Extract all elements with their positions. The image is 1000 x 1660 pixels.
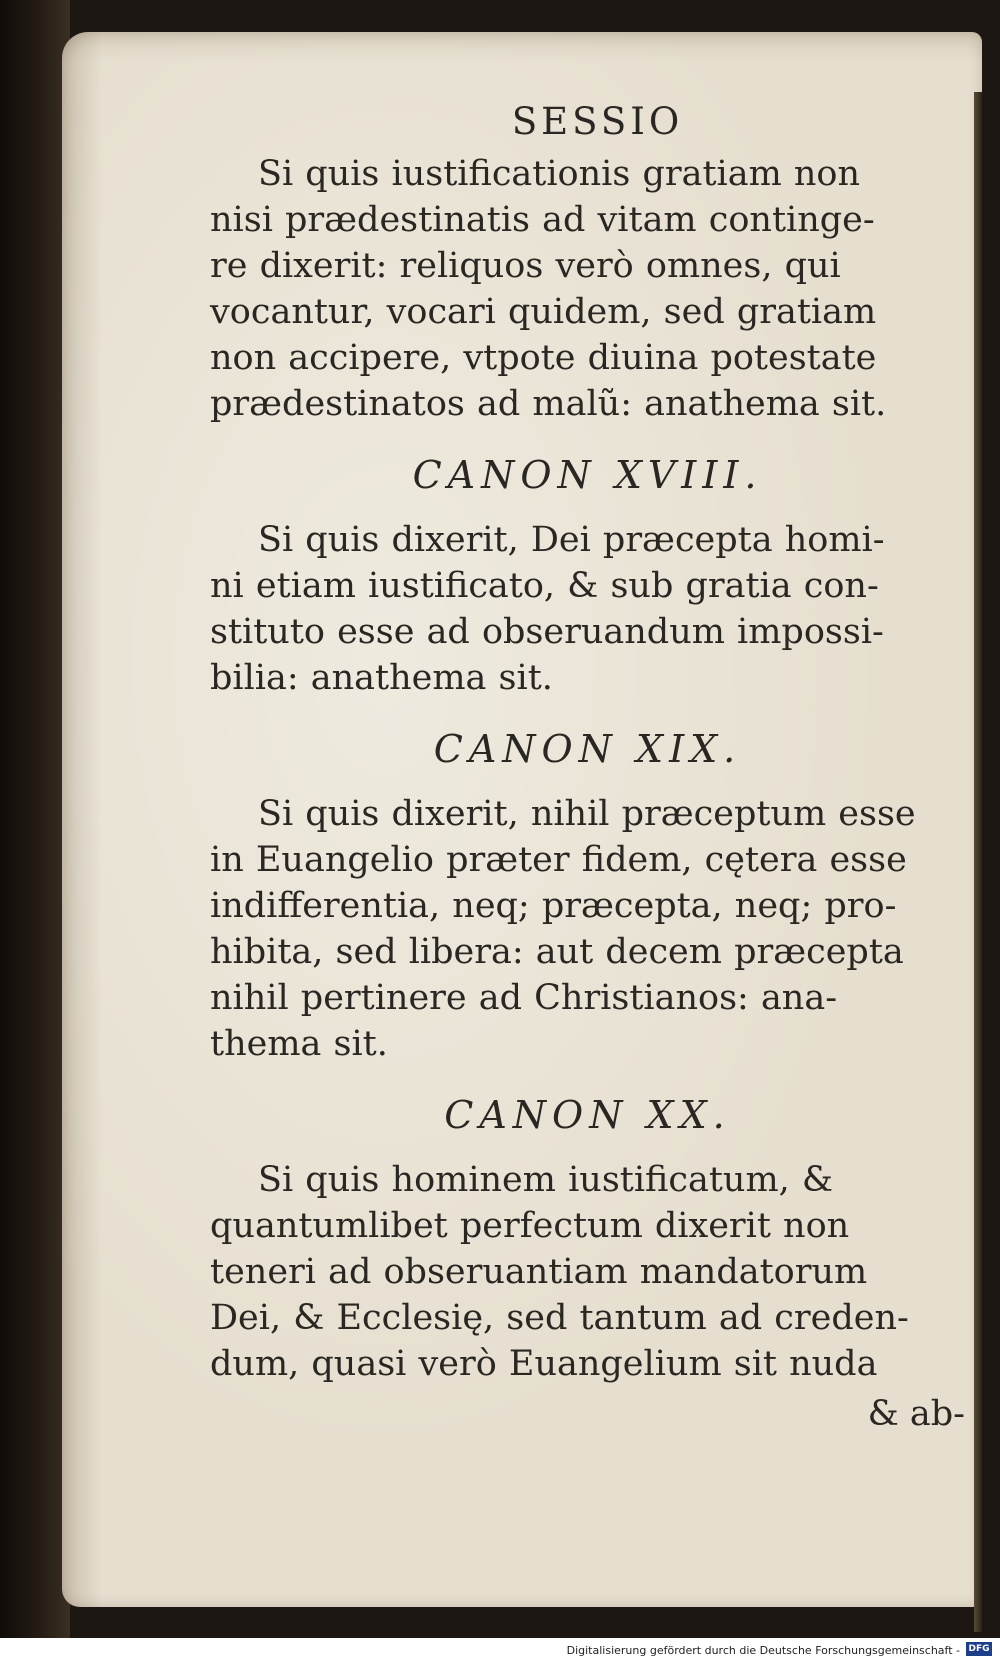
text-line: nisi prædestinatis ad vitam continge- <box>210 200 875 240</box>
text-line: vocantur, vocari quidem, sed gratiam <box>210 292 877 332</box>
text-line: thema sit. <box>210 1024 388 1064</box>
footer-credit: Digitalisierung gefördert durch die Deutsche Forschungsgemeinschaft - <box>566 1644 960 1657</box>
text-line: nihil pertinere ad Christianos: ana- <box>210 978 838 1018</box>
digitization-footer <box>0 1638 1000 1660</box>
canon-heading-20: CANON XX. <box>444 1093 731 1137</box>
text-line: bilia: anathema sit. <box>210 658 553 698</box>
dfg-logo-icon: DFG <box>966 1642 992 1656</box>
text-line: non accipere, vtpote diuina potestate <box>210 338 877 378</box>
text-line: Dei, & Ecclesię, sed tantum ad creden- <box>210 1298 909 1338</box>
text-line: hibita, sed libera: aut decem præcepta <box>210 932 904 972</box>
page-text <box>210 100 965 1437</box>
text-line: indifferentia, neq; præcepta, neq; pro- <box>210 886 897 926</box>
text-line: re dixerit: reliquos verò omnes, qui <box>210 246 841 286</box>
text-line: Si quis hominem iustificatum, & <box>258 1160 834 1200</box>
paragraph-canon-18 <box>210 517 965 701</box>
text-line: stituto esse ad obseruandum impossi- <box>210 612 884 652</box>
canon-heading-18: CANON XVIII. <box>412 453 763 497</box>
text-line: Si quis dixerit, nihil præceptum esse <box>258 794 916 834</box>
text-line: Si quis iustificationis gratiam non <box>258 154 861 194</box>
book-binding <box>0 0 70 1660</box>
running-header: SESSIO <box>511 100 684 143</box>
text-line: Si quis dixerit, Dei præcepta homi- <box>258 520 885 560</box>
text-line: quantumlibet perfectum dixerit non <box>210 1206 850 1246</box>
page-edge <box>974 92 982 1632</box>
text-line: prædestinatos ad malũ: anathema sit. <box>210 384 887 424</box>
paragraph-canon-20 <box>210 1157 965 1387</box>
text-line: teneri ad obseruantiam mandatorum <box>210 1252 868 1292</box>
text-line: dum, quasi verò Euangelium sit nuda <box>210 1344 878 1384</box>
canon-heading-19: CANON XIX. <box>433 727 742 771</box>
paragraph-canon-19 <box>210 791 965 1067</box>
catchword: & ab- <box>867 1394 965 1434</box>
text-line: in Euangelio præter fidem, cętera esse <box>210 840 907 880</box>
text-line: ni etiam iustificato, & sub gratia con- <box>210 566 879 606</box>
paragraph-canon-17 <box>210 151 965 427</box>
